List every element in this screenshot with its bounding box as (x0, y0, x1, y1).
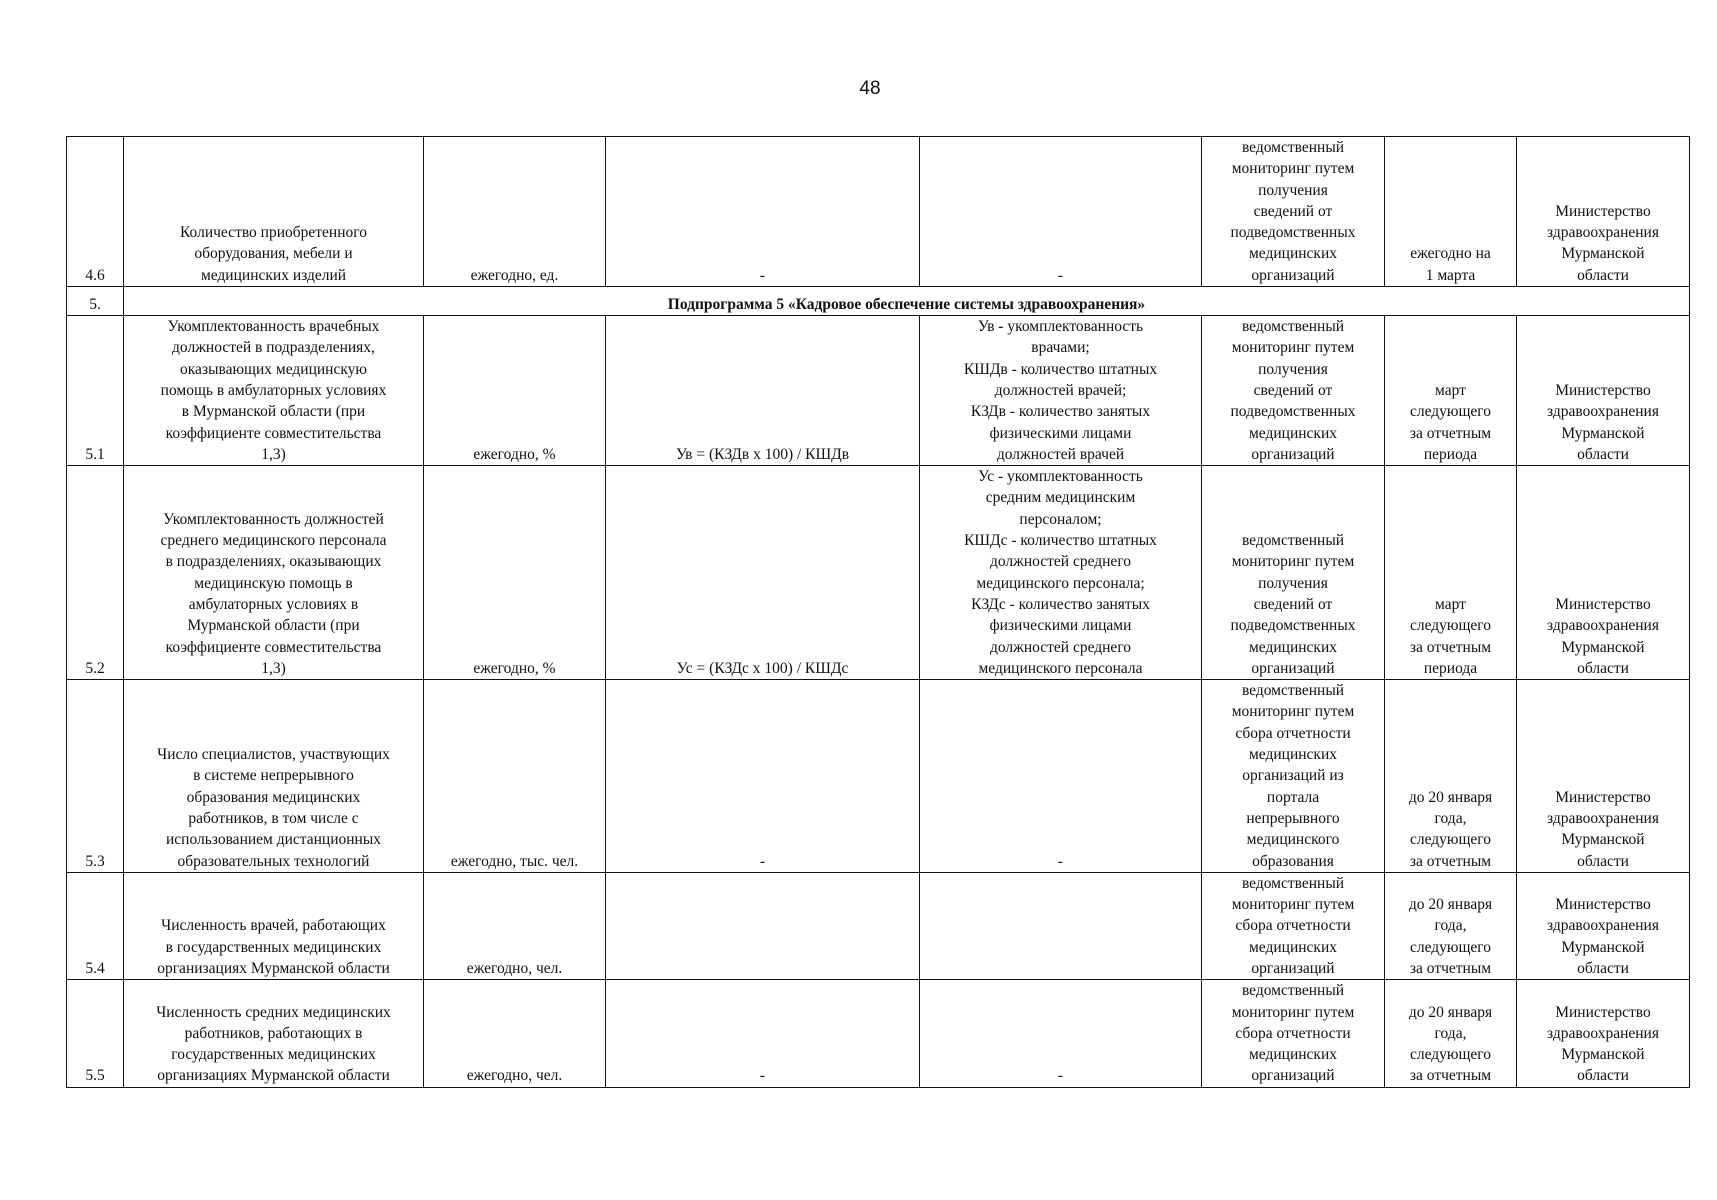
indicator-name-line: Укомплектованность врачебных (167, 318, 380, 336)
periodicity: ежегодно, чел. (424, 980, 606, 1087)
indicator-name-line: образования медицинских (186, 788, 361, 806)
formula-indicators-line: физическими лицами (989, 424, 1132, 442)
indicator-name (124, 316, 424, 466)
responsible-line: здравоохранения (1547, 224, 1659, 242)
formula-indicators (920, 680, 1202, 873)
collection-method-line: подведомственных (1230, 617, 1356, 635)
deadline-line: за отчетным (1409, 424, 1492, 442)
collection-method-line: непрерывного (1246, 809, 1340, 827)
indicator-name-line: 1,3) (261, 445, 286, 463)
indicator-name-line: оказывающих медицинскую (180, 360, 367, 378)
indicator-name-line: работников, работающих в (184, 1024, 363, 1042)
indicator-name-line: государственных медицинских (171, 1046, 376, 1064)
responsible-line: Мурманской (1561, 638, 1645, 656)
formula-indicators-line: КШДв - количество штатных (963, 360, 1158, 378)
responsible (1517, 137, 1690, 287)
collection-method (1202, 466, 1385, 680)
deadline (1385, 872, 1517, 979)
responsible-line: Мурманской (1561, 245, 1645, 263)
row-number: 5.2 (67, 466, 124, 680)
collection-method (1202, 137, 1385, 287)
collection-method-line: сведений от (1253, 381, 1333, 399)
row-number: 5.4 (67, 872, 124, 979)
indicator-name-line: организациях Мурманской области (157, 1067, 390, 1085)
formula: Ус = (КЗДс х 100) / КШДс (606, 466, 920, 680)
indicator-name-line: в системе непрерывного (193, 767, 354, 785)
deadline (1385, 466, 1517, 680)
table-row (67, 680, 1690, 873)
formula-indicators (920, 137, 1202, 287)
row-number: 5.1 (67, 316, 124, 466)
periodicity: ежегодно, % (424, 316, 606, 466)
collection-method-line: сведений от (1253, 202, 1333, 220)
collection-method-line: мониторинг путем (1231, 703, 1355, 721)
responsible (1517, 872, 1690, 979)
responsible-line: Министерство (1555, 595, 1651, 613)
deadline-line: периода (1423, 445, 1478, 463)
collection-method-line: ведомственный (1241, 318, 1345, 336)
responsible-line: здравоохранения (1547, 1024, 1659, 1042)
deadline-line: следующего (1409, 617, 1492, 635)
collection-method-line: медицинских (1248, 638, 1337, 656)
responsible-line: Министерство (1555, 381, 1651, 399)
periodicity: ежегодно, чел. (424, 872, 606, 979)
responsible (1517, 980, 1690, 1087)
table-row (67, 316, 1690, 466)
collection-method-line: подведомственных (1230, 403, 1356, 421)
row-number: 5.3 (67, 680, 124, 873)
indicator-name-line: Количество приобретенного (179, 224, 367, 242)
collection-method-line: мониторинг путем (1231, 160, 1355, 178)
table-row (67, 466, 1690, 680)
periodicity: ежегодно, тыс. чел. (424, 680, 606, 873)
formula-indicators-line: КЗДв - количество занятых (970, 403, 1151, 421)
collection-method-line: ведомственный (1241, 874, 1345, 892)
responsible-line: Мурманской (1561, 938, 1645, 956)
collection-method-line: образования (1252, 852, 1334, 870)
indicator-name-line: работников, в том числе с (188, 809, 359, 827)
responsible (1517, 316, 1690, 466)
formula-indicators-line: Ус - укомплектованность (978, 468, 1143, 486)
deadline-line: ежегодно на (1410, 245, 1491, 263)
deadline (1385, 316, 1517, 466)
indicator-name (124, 872, 424, 979)
indicator-name-line: 1,3) (261, 659, 286, 677)
table-row (67, 980, 1690, 1087)
collection-method-line: сбора отчетности (1235, 917, 1351, 935)
formula: - (606, 680, 920, 873)
table-row (67, 872, 1690, 979)
collection-method-line: сбора отчетности (1235, 724, 1351, 742)
responsible-line: Министерство (1555, 202, 1651, 220)
indicator-name-line: образовательных технологий (177, 852, 370, 870)
indicator-name-line: в Мурманской области (при (181, 403, 366, 421)
deadline-line: за отчетным (1409, 638, 1492, 656)
collection-method-line: медицинского (1246, 831, 1340, 849)
indicator-name (124, 466, 424, 680)
deadline-line: март (1435, 381, 1466, 399)
table-body (67, 137, 1690, 1088)
deadline-line: 1 марта (1425, 266, 1476, 284)
collection-method-line: портала (1266, 788, 1320, 806)
collection-method-line: организаций (1251, 959, 1335, 977)
collection-method-line: ведомственный (1241, 982, 1345, 1000)
deadline-line: за отчетным (1409, 1067, 1492, 1085)
responsible-line: Министерство (1555, 896, 1651, 914)
collection-method-line: получения (1258, 574, 1328, 592)
indicator-name (124, 137, 424, 287)
responsible-line: области (1577, 659, 1629, 677)
deadline-line: до 20 января (1408, 896, 1493, 914)
indicator-name-line: в государственных медицинских (165, 938, 382, 956)
indicator-name (124, 980, 424, 1087)
indicator-name-line: Численность средних медицинских (156, 1003, 391, 1021)
periodicity: ежегодно, % (424, 466, 606, 680)
indicator-name-line: Число специалистов, участвующих (157, 746, 390, 764)
periodicity: ежегодно, ед. (424, 137, 606, 287)
indicator-name-line: в подразделениях, оказывающих (165, 553, 382, 571)
responsible-line: области (1577, 1067, 1629, 1085)
collection-method-line: мониторинг путем (1231, 896, 1355, 914)
collection-method-line: мониторинг путем (1231, 1003, 1355, 1021)
collection-method (1202, 680, 1385, 873)
formula-indicators-line: должностей врачей (996, 445, 1125, 463)
responsible-line: Министерство (1555, 788, 1651, 806)
collection-method-line: организаций из (1242, 767, 1344, 785)
deadline-line: года, (1434, 917, 1467, 935)
responsible-line: области (1577, 852, 1629, 870)
indicator-name-line: организациях Мурманской области (157, 959, 390, 977)
indicator-name-line: помощь в амбулаторных условиях (160, 381, 387, 399)
table-row (67, 137, 1690, 287)
deadline-line: за отчетным (1409, 959, 1492, 977)
formula-indicators-line: КШДс - количество штатных (964, 532, 1157, 550)
formula-indicators (920, 980, 1202, 1087)
collection-method-line: организаций (1251, 659, 1335, 677)
collection-method-line: мониторинг путем (1231, 553, 1355, 571)
formula-indicators (920, 316, 1202, 466)
responsible (1517, 466, 1690, 680)
formula-indicators-line: Ув - укомплектованность (977, 318, 1144, 336)
formula-indicators-line: медицинского персонала (978, 659, 1143, 677)
formula (606, 872, 920, 979)
indicator-name-line: коэффициенте совместительства (165, 638, 382, 656)
deadline-line: до 20 января (1408, 1003, 1493, 1021)
deadline-line: до 20 января (1408, 788, 1493, 806)
responsible-line: области (1577, 445, 1629, 463)
page-number: 48 (859, 78, 881, 99)
indicator-name-line: оборудования, мебели и (194, 245, 353, 263)
collection-method-line: сведений от (1253, 595, 1333, 613)
formula-indicators-line: медицинского персонала; (976, 574, 1145, 592)
formula-indicators-line: должностей среднего (989, 638, 1132, 656)
collection-method-line: организаций (1251, 445, 1335, 463)
formula-indicators-line: средним медицинским (985, 489, 1136, 507)
responsible-line: Мурманской (1561, 1046, 1645, 1064)
indicator-name-line: коэффициенте совместительства (165, 424, 382, 442)
formula-indicators-line: должностей врачей; (994, 381, 1127, 399)
collection-method-line: медицинских (1248, 245, 1337, 263)
deadline-line: следующего (1409, 831, 1492, 849)
deadline-line: за отчетным (1409, 852, 1492, 870)
deadline-line: следующего (1409, 1046, 1492, 1064)
collection-method-line: медицинских (1248, 1046, 1337, 1064)
deadline-line: следующего (1409, 403, 1492, 421)
indicator-name-line: должностей в подразделениях, (172, 339, 375, 357)
responsible-line: области (1577, 959, 1629, 977)
responsible-line: здравоохранения (1547, 617, 1659, 635)
collection-method-line: ведомственный (1241, 532, 1345, 550)
formula-indicators-line: должностей среднего (989, 553, 1132, 571)
responsible-line: здравоохранения (1547, 917, 1659, 935)
collection-method (1202, 980, 1385, 1087)
deadline (1385, 137, 1517, 287)
responsible-line: Мурманской (1561, 831, 1645, 849)
formula: - (606, 137, 920, 287)
responsible-line: здравоохранения (1547, 809, 1659, 827)
collection-method-line: ведомственный (1241, 139, 1345, 156)
collection-method (1202, 316, 1385, 466)
formula-indicators (920, 466, 1202, 680)
formula-indicators (920, 872, 1202, 979)
collection-method-line: медицинских (1248, 938, 1337, 956)
deadline-line: март (1435, 595, 1466, 613)
formula-indicators-line: - (1057, 266, 1064, 284)
responsible-line: здравоохранения (1547, 403, 1659, 421)
deadline (1385, 980, 1517, 1087)
collection-method-line: медицинских (1248, 424, 1337, 442)
formula-indicators-line: физическими лицами (989, 617, 1132, 635)
indicator-name-line: медицинских изделий (200, 266, 347, 284)
formula-indicators-line: КЗДс - количество занятых (971, 595, 1150, 613)
formula-indicators-line: врачами; (1031, 339, 1090, 357)
indicator-name (124, 680, 424, 873)
collection-method-line: подведомственных (1230, 224, 1356, 242)
indicator-name-line: амбулаторных условиях в (188, 595, 359, 613)
collection-method-line: ведомственный (1241, 682, 1345, 700)
collection-method-line: получения (1258, 360, 1328, 378)
responsible-line: Мурманской (1561, 424, 1645, 442)
row-number: 5.5 (67, 980, 124, 1087)
deadline-line: периода (1423, 659, 1478, 677)
responsible (1517, 680, 1690, 873)
subprogram-row (67, 287, 1690, 316)
collection-method (1202, 872, 1385, 979)
deadline (1385, 680, 1517, 873)
indicators-table (66, 136, 1690, 1088)
indicator-name-line: Численность врачей, работающих (161, 917, 386, 935)
formula-indicators-line: - (1057, 1067, 1064, 1085)
collection-method-line: сбора отчетности (1235, 1024, 1351, 1042)
indicator-name-line: Укомплектованность должностей (163, 510, 384, 528)
formula-indicators-line: - (1057, 852, 1064, 870)
formula-indicators-line: персоналом; (1019, 510, 1102, 528)
collection-method-line: мониторинг путем (1231, 339, 1355, 357)
deadline-line: года, (1434, 809, 1467, 827)
indicator-name-line: медицинскую помощь в (194, 574, 353, 592)
collection-method-line: организаций (1251, 1067, 1335, 1085)
collection-method-line: организаций (1251, 266, 1335, 284)
formula: Ув = (КЗДв х 100) / КШДв (606, 316, 920, 466)
collection-method-line: медицинских (1248, 746, 1337, 764)
subprogram-number: 5. (67, 287, 124, 316)
responsible-line: Министерство (1555, 1003, 1651, 1021)
collection-method-line: получения (1258, 181, 1328, 199)
formula: - (606, 980, 920, 1087)
row-number: 4.6 (67, 137, 124, 287)
indicator-name-line: среднего медицинского персонала (160, 532, 387, 550)
subprogram-title: Подпрограмма 5 «Кадровое обеспечение системы здравоохранения» (124, 287, 1690, 316)
deadline-line: следующего (1409, 938, 1492, 956)
responsible-line: области (1577, 266, 1629, 284)
indicator-name-line: Мурманской области (при (187, 617, 360, 635)
indicator-name-line: использованием дистанционных (165, 831, 382, 849)
deadline-line: года, (1434, 1024, 1467, 1042)
